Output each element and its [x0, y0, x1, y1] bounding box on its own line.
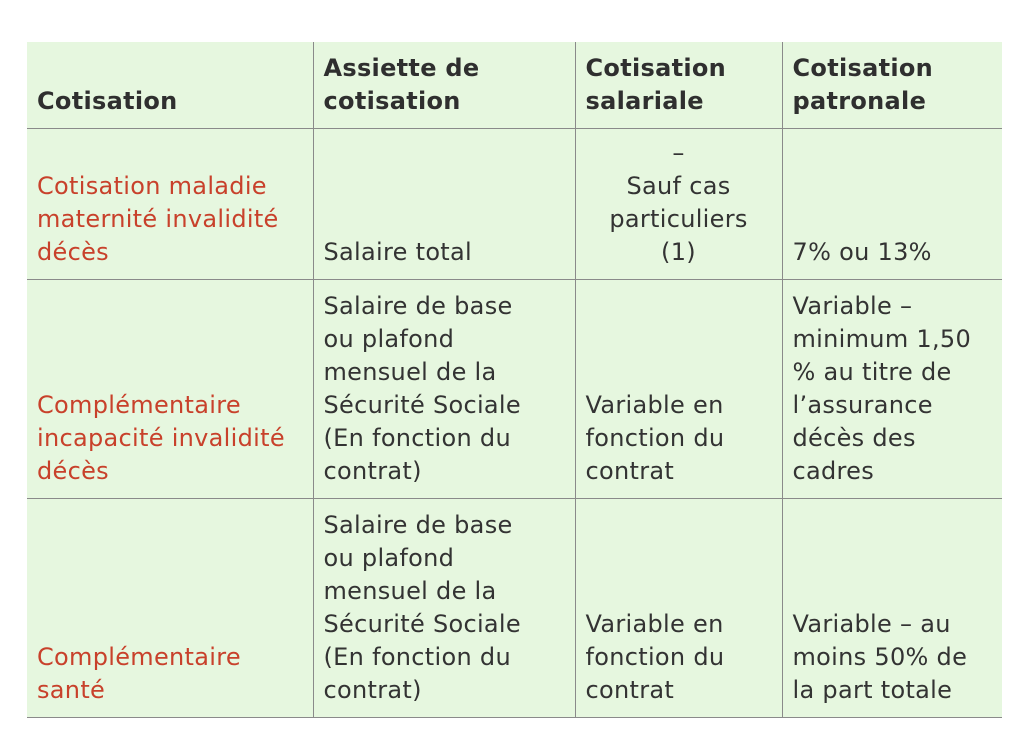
cotisations-table: [27, 42, 1002, 718]
cell-assiette: Salaire de base ou plafond mensuel de la Sécurité Sociale (En fonction du contrat): [313, 499, 575, 718]
cell-patronale: Variable – au moins 50% de la part totale: [782, 499, 1002, 718]
table-row: [27, 280, 1002, 499]
cell-assiette: Salaire total: [313, 129, 575, 280]
cell-patronale: 7% ou 13%: [782, 129, 1002, 280]
cell-salariale: Variable en fonction du contrat: [575, 499, 782, 718]
cell-salariale: – Sauf cas particuliers (1): [575, 129, 782, 280]
table-header-row: [27, 42, 1002, 129]
header-salariale: Cotisation salariale: [575, 42, 782, 129]
header-assiette: Assiette de cotisation: [313, 42, 575, 129]
cell-salariale: Variable en fonction du contrat: [575, 280, 782, 499]
row-label: Cotisation maladie maternité invalidité décès: [27, 129, 313, 280]
header-patronale: Cotisation patronale: [782, 42, 1002, 129]
table-row: [27, 129, 1002, 280]
table-row: [27, 499, 1002, 718]
row-label: Complémentaire incapacité invalidité décès: [27, 280, 313, 499]
cell-assiette: Salaire de base ou plafond mensuel de la Sécurité Sociale (En fonction du contrat): [313, 280, 575, 499]
header-cotisation: Cotisation: [27, 42, 313, 129]
cell-patronale: Variable – minimum 1,50 % au titre de l’assurance décès des cadres: [782, 280, 1002, 499]
row-label: Complémentaire santé: [27, 499, 313, 718]
